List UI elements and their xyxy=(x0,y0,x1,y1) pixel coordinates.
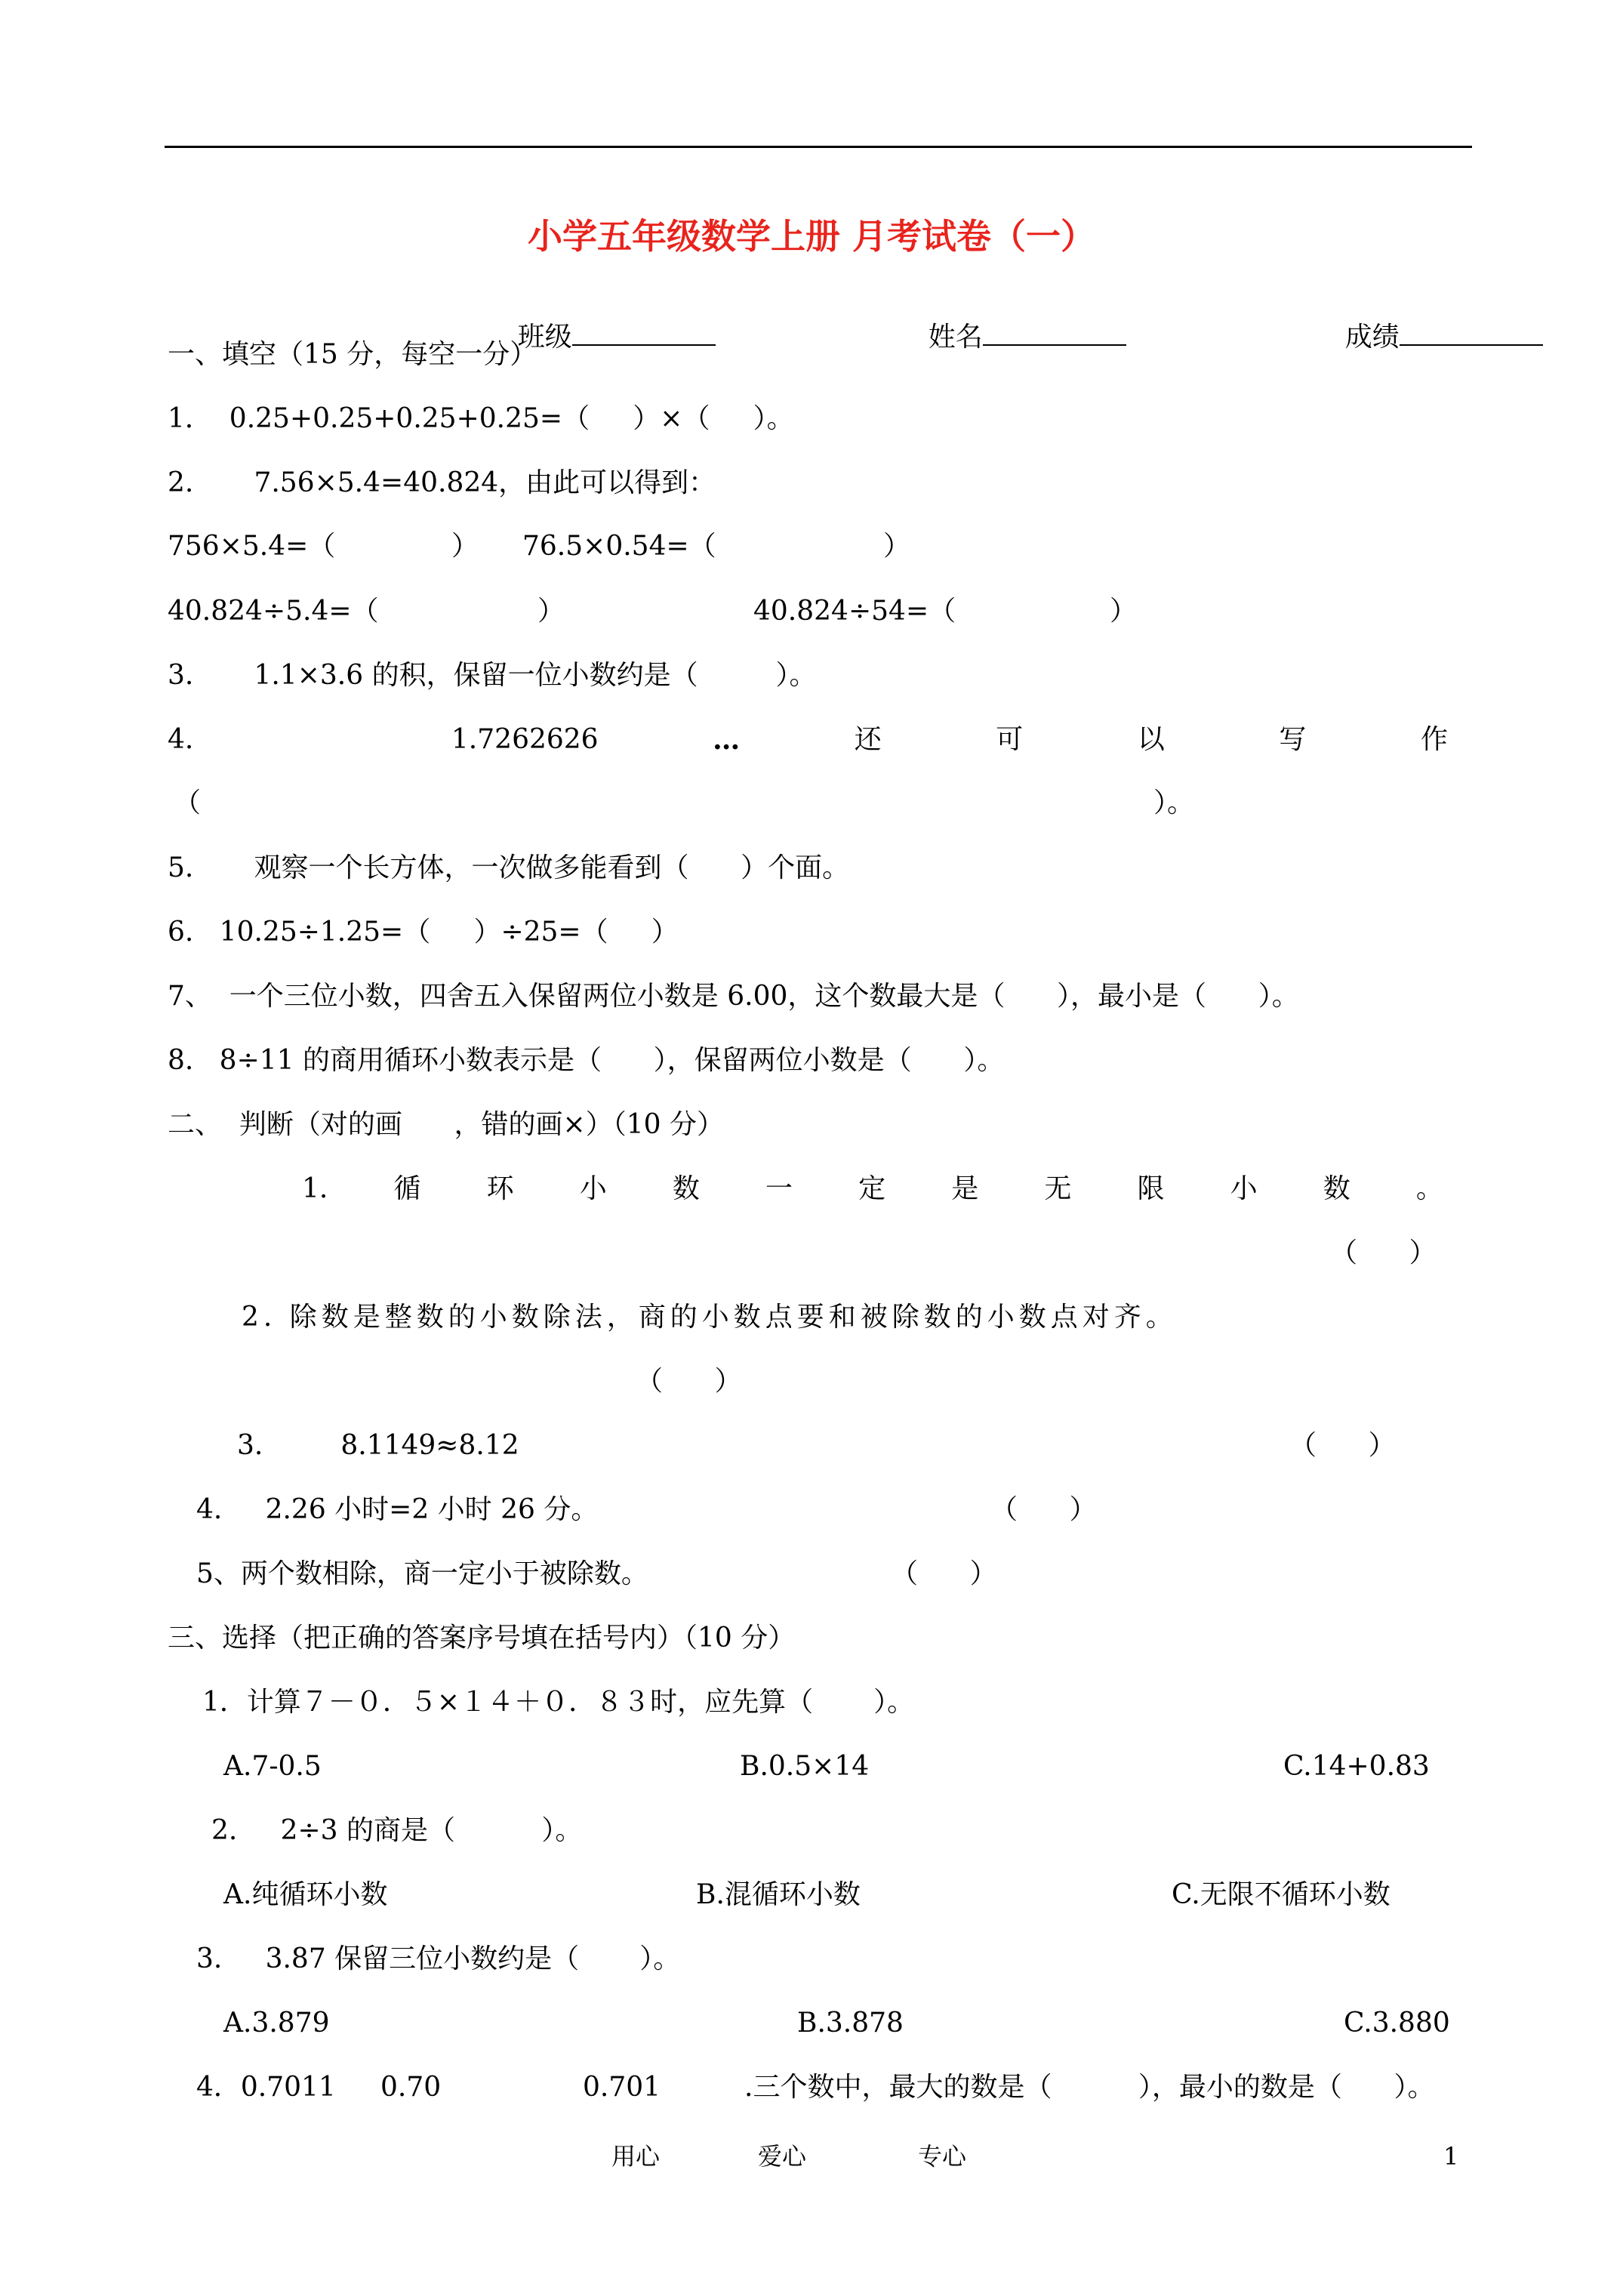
class-field xyxy=(483,285,716,387)
page-number: 1 xyxy=(1443,2142,1459,2171)
j1-char: 循 xyxy=(393,1173,421,1204)
judge-1-paren[interactable]: （ ） xyxy=(1330,1237,1437,1268)
question-8: 8. 8÷11 的商用循环小数表示是（ ），保留两位小数是（ ）。 xyxy=(168,1045,1005,1076)
j1-char: 。 xyxy=(1415,1173,1443,1204)
question-7: 7、 一个三位小数，四舍五入保留两位小数是 6.00，这个数最大是（ ），最小是（ ）。 xyxy=(168,981,1299,1012)
question-2d: 40.824÷54=（ xyxy=(753,596,956,627)
question-4 xyxy=(168,723,1448,757)
choice-2-option-a[interactable]: A.纯循环小数 xyxy=(223,1879,388,1910)
j1-number: 1. xyxy=(302,1173,328,1204)
footer-text-a: 用心 xyxy=(611,2142,661,2171)
choice-4: 4．0.7011 xyxy=(196,2072,336,2103)
choice-4-value-2: 0.70 xyxy=(380,2072,442,2103)
j1-char: 限 xyxy=(1137,1173,1165,1204)
score-field xyxy=(1310,285,1543,387)
name-field xyxy=(894,285,1126,387)
score-blank[interactable] xyxy=(1400,319,1543,346)
footer-text-b: 爱心 xyxy=(758,2142,807,2171)
j1-char: 是 xyxy=(951,1173,979,1204)
question-2c-close: ） xyxy=(537,596,565,627)
question-1: 1． 0.25+0.25+0.25+0.25=（ ）×（ ）。 xyxy=(168,403,794,434)
q4-char: 作 xyxy=(1420,724,1448,755)
question-2d-close: ） xyxy=(1110,596,1138,627)
question-2c: 40.824÷5.4=（ xyxy=(168,596,379,627)
footer-text-c: 专心 xyxy=(918,2142,967,2171)
judge-2-paren[interactable]: （ ） xyxy=(636,1366,742,1397)
judge-4: 4. 2.26 小时=2 小时 26 分。 xyxy=(196,1494,599,1525)
q4-char: 写 xyxy=(1279,724,1307,755)
q4-char: 可 xyxy=(996,724,1024,755)
question-2: 2. 7.56×5.4=40.824，由此可以得到： xyxy=(168,467,716,498)
q4-decimal: 1.7262626 xyxy=(451,724,599,755)
question-2a: 756×5.4=（ xyxy=(168,531,336,562)
judge-3-paren[interactable]: （ ） xyxy=(1289,1430,1396,1461)
question-3: 3. 1.1×3.6 的积，保留一位小数约是（ ）。 xyxy=(168,660,817,691)
j1-char: 一 xyxy=(765,1173,793,1204)
j1-char: 小 xyxy=(579,1173,607,1204)
class-blank[interactable] xyxy=(572,319,716,346)
choice-3-option-a[interactable]: A.3.879 xyxy=(223,2008,330,2039)
q4-char: 以 xyxy=(1137,724,1165,755)
class-label: 班级 xyxy=(517,322,572,353)
question-2b: 76.5×0.54=（ xyxy=(522,531,716,562)
name-blank[interactable] xyxy=(983,319,1126,346)
judge-5: 5、两个数相除，商一定小于被除数。 xyxy=(196,1558,648,1589)
q4-number: 4. xyxy=(168,724,194,755)
section1-heading: 一、填空（15 分，每空一分） xyxy=(168,339,537,370)
question-4-open: （ xyxy=(174,787,202,818)
question-5: 5. 观察一个长方体，一次做多能看到（ ）个面。 xyxy=(168,852,850,883)
judge-5-paren[interactable]: （ ） xyxy=(891,1558,997,1589)
judge-4-paren[interactable]: （ ） xyxy=(990,1494,1097,1525)
header-rule xyxy=(165,146,1472,148)
page-title: 小学五年级数学上册 月考试卷（一） xyxy=(527,216,1095,257)
j1-char: 环 xyxy=(486,1173,514,1204)
question-2a-close: ） xyxy=(451,531,479,562)
choice-1-option-a[interactable]: A.7-0.5 xyxy=(223,1751,322,1782)
choice-3: 3. 3.87 保留三位小数约是（ ）。 xyxy=(196,1943,681,1974)
j1-char: 定 xyxy=(858,1173,886,1204)
choice-4-rest: .三个数中，最大的数是（ ），最小的数是（ ）。 xyxy=(744,2072,1435,2103)
choice-1-option-c[interactable]: C.14+0.83 xyxy=(1283,1751,1430,1782)
j1-char: 小 xyxy=(1230,1173,1258,1204)
choice-4-value-3: 0.701 xyxy=(583,2072,661,2103)
section3-heading: 三、选择（把正确的答案序号填在括号内）（10 分） xyxy=(168,1623,796,1653)
choice-1-option-b[interactable]: B.0.5×14 xyxy=(740,1751,870,1782)
name-label: 姓名 xyxy=(928,322,983,353)
q4-ellipsis: … xyxy=(713,724,741,756)
j1-char: 数 xyxy=(1323,1173,1350,1204)
j1-char: 数 xyxy=(672,1173,700,1204)
question-2b-close: ） xyxy=(883,531,911,562)
choice-2-option-b[interactable]: B.混循环小数 xyxy=(696,1879,861,1910)
choice-2: 2. 2÷3 的商是（ ）。 xyxy=(211,1815,583,1846)
choice-3-option-c[interactable]: C.3.880 xyxy=(1344,2008,1450,2039)
choice-3-option-b[interactable]: B.3.878 xyxy=(797,2008,904,2039)
question-4-close: ）。 xyxy=(1153,787,1195,818)
choice-2-option-c[interactable]: C.无限不循环小数 xyxy=(1172,1879,1390,1910)
judge-2: 2. 除数是整数的小数除法，商的小数点要和被除数的小数点对齐。 xyxy=(242,1302,1178,1333)
score-label: 成绩 xyxy=(1344,322,1400,353)
q4-char: 还 xyxy=(854,724,882,755)
section2-heading: 二、 判断（对的画 ，错的画×）（10 分） xyxy=(168,1109,724,1140)
judge-3: 3. 8.1149≈8.12 xyxy=(237,1430,519,1461)
judge-1 xyxy=(302,1173,1443,1206)
j1-char: 无 xyxy=(1044,1173,1072,1204)
choice-1: 1．计算７－０．５×１４＋０．８３时，应先算（ ）。 xyxy=(202,1687,915,1718)
question-6: 6. 10.25÷1.25=（ ）÷25=（ ） xyxy=(168,917,679,948)
